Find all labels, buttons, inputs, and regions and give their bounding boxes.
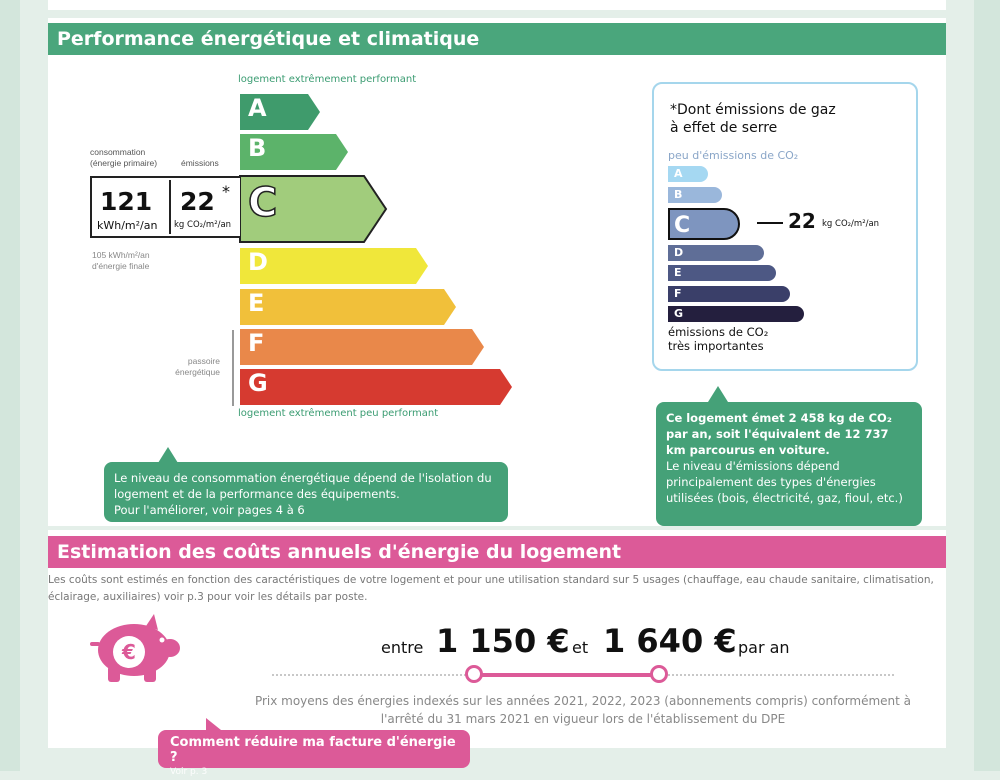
ges-bubble-pointer xyxy=(708,386,728,402)
energy-class-letter: C xyxy=(248,180,278,226)
reduce-bill-cta-label: Comment réduire ma facture d'énergie ? xyxy=(170,735,456,765)
costs-min: 1 150 € xyxy=(436,622,570,660)
cost-range-bar xyxy=(474,673,659,677)
energy-info-bubble xyxy=(104,462,508,522)
passoire-bracket xyxy=(232,330,234,406)
passoire-label: passoire énergétique xyxy=(175,356,220,377)
svg-text:€: € xyxy=(122,640,136,664)
ges-class-a: A xyxy=(668,166,708,182)
energy-class-g xyxy=(238,367,516,403)
ges-leader-line xyxy=(757,222,783,224)
energy-class-c xyxy=(238,174,390,226)
ges-info-text: Le niveau d'émissions dépend principalement des types d'énergies utilisées (bois, électricité, gaz, fioul, etc.) xyxy=(666,459,903,505)
energy-class-letter: A xyxy=(248,94,267,122)
ges-class-d: D xyxy=(668,245,764,261)
costs-entre: entre xyxy=(381,638,424,657)
ges-value: 22 xyxy=(788,209,816,233)
ges-class-c: C xyxy=(668,208,740,240)
consumption-header: consommation (énergie primaire) xyxy=(90,147,158,168)
ges-class-g: G xyxy=(668,306,804,322)
final-energy-note: 105 kWh/m²/an d'énergie finale xyxy=(92,250,150,271)
emissions-star: * xyxy=(222,182,230,201)
energy-class-letter: B xyxy=(248,134,267,162)
costs-intro: Les coûts sont estimés en fonction des caractéristiques de votre logement et pour une utilisation standard sur 5 usages (chauffage, eau chaude sanitaire, climatisation, éclairage, auxiliaires) voir p.3 pour voir les détails par poste. xyxy=(48,574,934,603)
ges-class-b: B xyxy=(668,187,722,203)
energy-class-letter: D xyxy=(248,248,268,276)
emissions-unit: kg CO₂/m²/an xyxy=(174,220,232,230)
previous-card-edge xyxy=(48,0,946,10)
energy-info-text: Le niveau de consommation énergétique dépend de l'isolation du logement et de la performance des équipements. xyxy=(114,471,492,501)
energy-class-a xyxy=(238,92,324,128)
energy-performance-title: Performance énergétique et climatique xyxy=(48,23,946,55)
piggy-bank-euro-icon xyxy=(84,612,184,684)
energy-class-letter: F xyxy=(248,329,265,357)
energy-costs-title: Estimation des coûts annuels d'énergie du logement xyxy=(48,536,946,568)
consumption-value: 121 xyxy=(100,187,153,216)
bubble-pointer xyxy=(158,447,178,463)
energy-class-letter: G xyxy=(248,369,268,397)
costs-max: 1 640 € xyxy=(603,622,737,660)
values-divider xyxy=(169,180,171,234)
ges-class-f: F xyxy=(668,286,790,302)
ges-class-e: E xyxy=(668,265,776,281)
costs-note: Prix moyens des énergies indexés sur les années 2021, 2022, 2023 (abonnements compris) conformément à l'arrêté du 31 mars 2021 en vigueur lors de l'établissement du DPE xyxy=(254,694,912,726)
costs-par-an: par an xyxy=(738,638,790,657)
page-margin-right xyxy=(974,0,1000,771)
emissions-header: émissions xyxy=(181,158,219,168)
energy-info-link[interactable]: Pour l'améliorer, voir pages 4 à 6 xyxy=(114,503,305,517)
page-margin-left xyxy=(0,0,20,771)
reduce-bill-cta[interactable] xyxy=(158,730,470,777)
ges-top-caption: peu d'émissions de CO₂ xyxy=(668,149,799,162)
ges-title: *Dont émissions de gaz à effet de serre xyxy=(670,102,836,136)
energy-class-e xyxy=(238,287,460,323)
ges-info-bubble xyxy=(656,402,922,526)
energy-class-letter: E xyxy=(248,289,265,317)
energy-class-d xyxy=(238,246,432,282)
ges-info-bold: Ce logement émet 2 458 kg de CO₂ par an, soit l'équivalent de 12 737 km parcourus en voiture. xyxy=(666,411,892,457)
costs-et: et xyxy=(572,638,589,657)
cost-range-max-marker xyxy=(650,665,668,683)
scale-bottom-caption: logement extrêmement peu performant xyxy=(238,408,439,419)
scale-top-caption: logement extrêmement performant xyxy=(238,74,417,85)
energy-class-b xyxy=(238,132,352,168)
consumption-unit: kWh/m²/an xyxy=(97,219,158,232)
cost-range-min-marker xyxy=(465,665,483,683)
ges-unit: kg CO₂/m²/an xyxy=(822,219,880,229)
emissions-value: 22 xyxy=(180,187,215,216)
ges-bottom-caption: émissions de CO₂ très importantes xyxy=(668,325,769,353)
reduce-bill-cta-sub: Voir p. 3 xyxy=(170,767,208,777)
energy-class-f xyxy=(238,327,488,363)
